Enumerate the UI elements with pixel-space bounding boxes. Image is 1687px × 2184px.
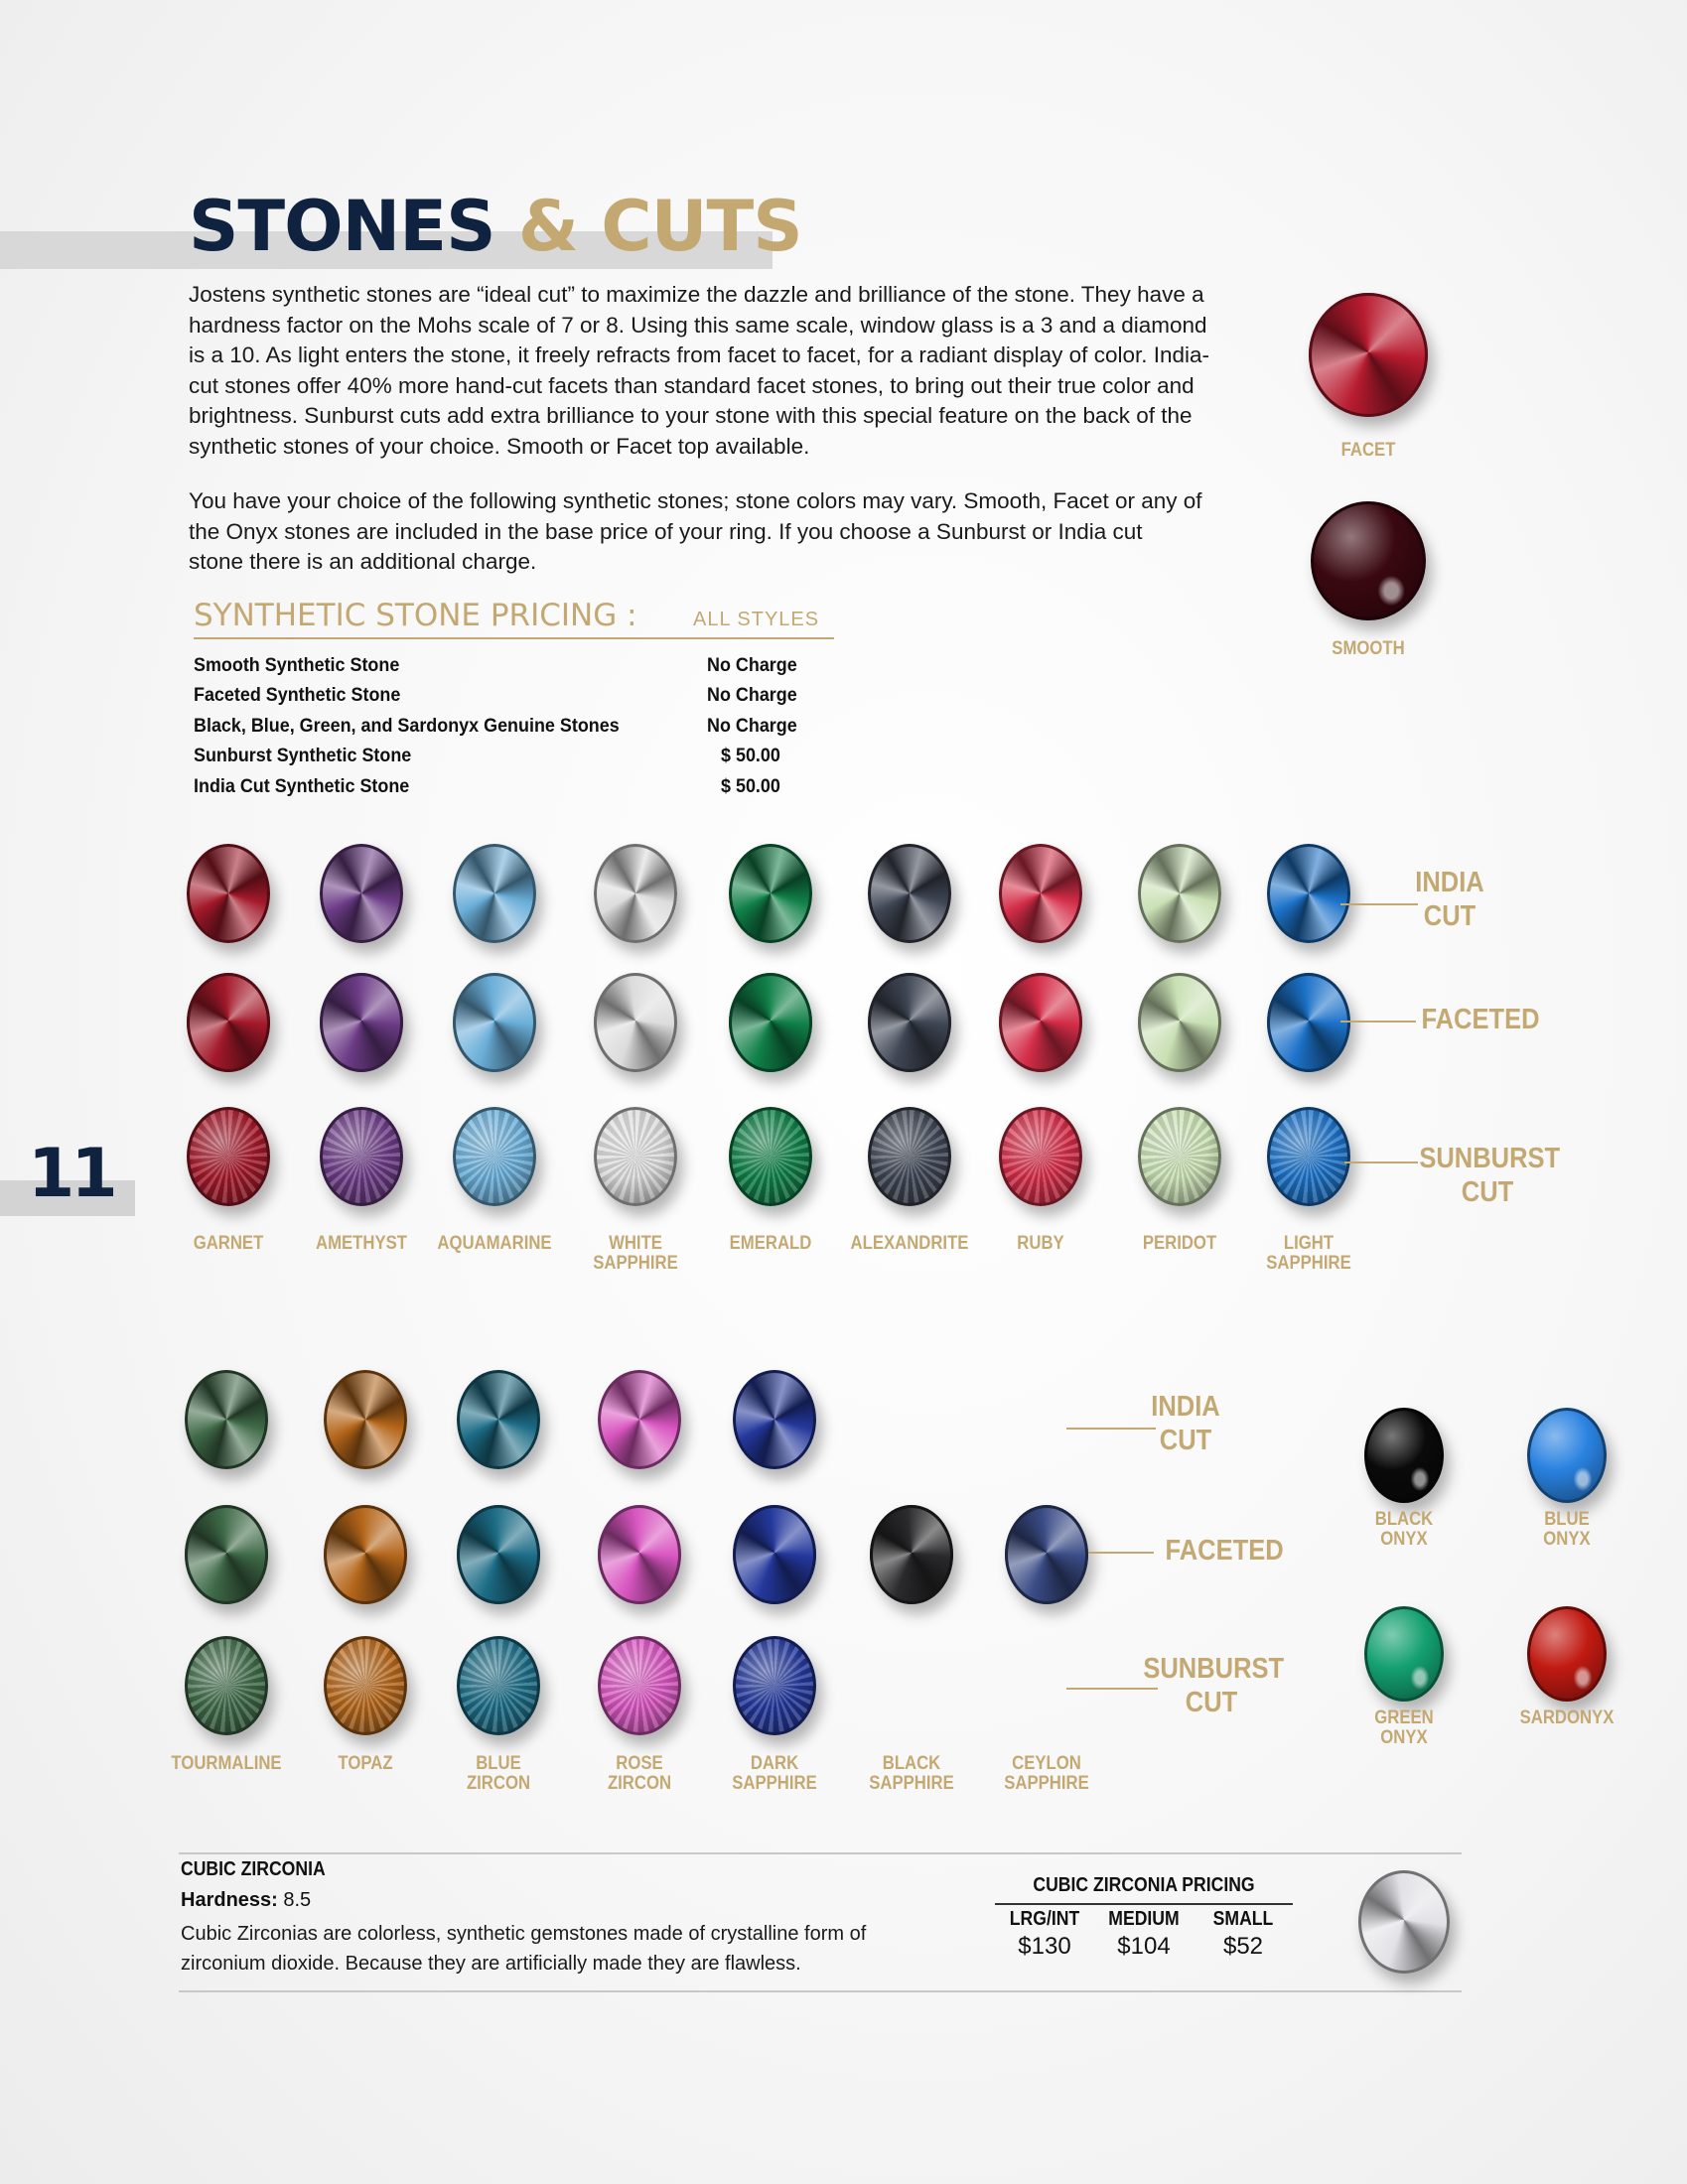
india-cut-label (1406, 866, 1493, 933)
gem-sunburst (185, 1636, 268, 1735)
stone-name-label (296, 1754, 436, 1774)
intro-line: cut stones offer 40% more hand-cut facets than standard facet stones, to bring out their true color and (189, 372, 1195, 398)
gem-sunburst (733, 1636, 816, 1735)
stone-name-line: BLUE (476, 1753, 521, 1774)
stone-name-line: SAPPHIRE (593, 1253, 678, 1274)
stone-name-label (842, 1754, 982, 1794)
cz-size-col (995, 1908, 1094, 1961)
sunburst-cut-label (1419, 1142, 1561, 1209)
facet-sample-stone (1309, 293, 1428, 417)
faceted-label: FACETED (1421, 1004, 1540, 1035)
gem-sunburst (594, 1107, 677, 1206)
gem-india (868, 844, 951, 943)
page-number: 11 (28, 1135, 114, 1213)
stone-name-label (1347, 1708, 1461, 1748)
price-row-name: Smooth Synthetic Stone (194, 654, 400, 676)
faceted-leader (1340, 1021, 1416, 1023)
stone-name-line: SAPPHIRE (869, 1773, 954, 1794)
stone-name-line: BLACK (882, 1753, 941, 1774)
gem-facet (999, 973, 1082, 1072)
gem-sunburst (868, 1107, 951, 1206)
stone-name-label (1510, 1510, 1623, 1550)
gem-facet (1005, 1505, 1088, 1604)
cz-size-price: $130 (1018, 1933, 1071, 1960)
sunburst-label-line2: CUT (1461, 1176, 1514, 1208)
gem-facet (870, 1505, 953, 1604)
cubic-zirconia-stone (1358, 1870, 1450, 1974)
india-cut-label-2 (1142, 1390, 1229, 1457)
stone-name-label (425, 1234, 565, 1254)
cz-size-label: SMALL (1212, 1908, 1274, 1930)
gem-india (1138, 844, 1221, 943)
gem-india (999, 844, 1082, 943)
stone-name-line: AQUAMARINE (437, 1233, 552, 1254)
gem-sunburst (999, 1107, 1082, 1206)
cz-description-line: zirconium dioxide. Because they are artificially made they are flawless. (181, 1953, 801, 1975)
title-part2: & CUTS (517, 186, 802, 267)
cz-description-line: Cubic Zirconias are colorless, synthetic gemstones made of crystalline form of (181, 1923, 867, 1945)
intro-paragraph-2 (189, 486, 1221, 578)
stone-name-label (157, 1754, 297, 1774)
stone-name-line: SAPPHIRE (1266, 1253, 1351, 1274)
stone-name-line: PERIDOT (1142, 1233, 1217, 1254)
stone-name-line: RUBY (1017, 1233, 1064, 1254)
gem-sunburst (187, 1107, 270, 1206)
stone-name-line: ALEXANDRITE (850, 1233, 969, 1254)
stone-name-label (429, 1754, 569, 1794)
stone-name-line: GREEN (1374, 1707, 1434, 1728)
gem-facet (733, 1505, 816, 1604)
onyx-stone (1527, 1606, 1607, 1702)
gem-sunburst (1138, 1107, 1221, 1206)
faceted-label-2: FACETED (1165, 1535, 1284, 1567)
cz-size-col (1194, 1908, 1293, 1961)
stone-name-label (566, 1234, 706, 1274)
gem-facet (598, 1505, 681, 1604)
gem-sunburst (324, 1636, 407, 1735)
intro-line: brightness. Sunburst cuts add extra brilliance to your stone with this special feature on the back of the (189, 403, 1193, 428)
sunburst-cut-leader (1344, 1161, 1418, 1163)
cz-title: CUBIC ZIRCONIA (181, 1858, 326, 1880)
stone-name-label (977, 1754, 1117, 1794)
intro-line: Jostens synthetic stones are “ideal cut” to maximize the dazzle and brilliance of the stone. They have a (189, 282, 1204, 307)
gem-sunburst (457, 1636, 540, 1735)
sunburst-label-line1: SUNBURST (1419, 1143, 1561, 1174)
sunburst-label-line1: SUNBURST (1143, 1653, 1285, 1685)
smooth-sample-stone (1311, 501, 1426, 620)
stone-name-line: ONYX (1543, 1529, 1591, 1550)
sunburst-cut-label-2 (1143, 1652, 1285, 1719)
onyx-stone (1364, 1606, 1444, 1702)
gem-india (457, 1370, 540, 1469)
cz-hardness-label: Hardness: (181, 1889, 278, 1911)
onyx-stone (1364, 1408, 1444, 1503)
stone-name-line: ROSE (616, 1753, 663, 1774)
gem-india (185, 1370, 268, 1469)
pricing-heading-text: SYNTHETIC STONE PRICING : (194, 598, 637, 633)
india-cut-label-line2: CUT (1423, 900, 1476, 932)
intro-line: the Onyx stones are included in the base price of your ring. If you choose a Sunburst or India cut (189, 518, 1143, 544)
gem-facet (185, 1505, 268, 1604)
gem-sunburst (729, 1107, 812, 1206)
stone-name-line: ONYX (1380, 1727, 1428, 1748)
stone-name-line: WHITE (609, 1233, 662, 1254)
stone-name-label (1510, 1708, 1623, 1728)
gem-sunburst (598, 1636, 681, 1735)
gem-facet (320, 973, 403, 1072)
stone-name-line: BLUE (1544, 1509, 1590, 1530)
page-title (189, 185, 802, 268)
india-cut-label-line1: INDIA (1151, 1391, 1220, 1423)
price-row-value: No Charge (707, 684, 797, 706)
cz-hardness-value: 8.5 (283, 1889, 312, 1911)
sunburst-label-line2: CUT (1185, 1687, 1238, 1718)
stone-name-label (840, 1234, 980, 1254)
intro-line: You have your choice of the following synthetic stones; stone colors may vary. Smooth, Facet or any of (189, 488, 1202, 513)
cz-top-rule (179, 1852, 1462, 1854)
faceted-leader-2 (1088, 1552, 1154, 1554)
cz-pricing-heading: CUBIC ZIRCONIA PRICING (1033, 1874, 1255, 1896)
smooth-sample-label: SMOOTH (1332, 638, 1405, 659)
gem-sunburst (1267, 1107, 1350, 1206)
gem-facet (324, 1505, 407, 1604)
facet-sample-label: FACET (1340, 440, 1396, 461)
price-row-name: Black, Blue, Green, and Sardonyx Genuine Stones (194, 715, 620, 737)
stone-name-line: SAPPHIRE (1004, 1773, 1089, 1794)
gem-facet (729, 973, 812, 1072)
stone-name-line: SARDONYX (1519, 1707, 1615, 1728)
gem-facet (868, 973, 951, 1072)
stone-name-line: DARK (750, 1753, 799, 1774)
stone-name-line: TOURMALINE (171, 1753, 282, 1774)
price-row-name: Faceted Synthetic Stone (194, 684, 401, 706)
gem-facet (453, 973, 536, 1072)
gem-india (187, 844, 270, 943)
stone-name-label (1110, 1234, 1250, 1254)
gem-india (733, 1370, 816, 1469)
cz-description (181, 1919, 906, 1979)
stone-name-label (701, 1234, 841, 1254)
gem-india (320, 844, 403, 943)
stone-name-label (1239, 1234, 1379, 1274)
pricing-subheading: ALL STYLES (693, 609, 820, 630)
pricing-heading (194, 598, 834, 639)
price-row-value: No Charge (707, 715, 797, 737)
cz-size-label: LRG/INT (1009, 1908, 1080, 1930)
gem-india (729, 844, 812, 943)
gem-facet (594, 973, 677, 1072)
stone-name-line: CEYLON (1012, 1753, 1081, 1774)
stone-name-line: SAPPHIRE (732, 1773, 817, 1794)
gem-india (594, 844, 677, 943)
stone-name-label (292, 1234, 432, 1254)
cz-size-col (1094, 1908, 1194, 1961)
price-row-value: $ 50.00 (721, 775, 780, 797)
gem-india (453, 844, 536, 943)
gem-india (1267, 844, 1350, 943)
india-cut-label-line1: INDIA (1415, 867, 1484, 898)
cz-size-price: $104 (1117, 1933, 1171, 1960)
intro-line: synthetic stones of your choice. Smooth or Facet top available. (189, 433, 810, 459)
gem-sunburst (453, 1107, 536, 1206)
stone-name-label (1347, 1510, 1461, 1550)
stone-name-line: BLACK (1374, 1509, 1434, 1530)
stone-name-label (159, 1234, 299, 1254)
gem-facet (1138, 973, 1221, 1072)
stone-name-line: AMETHYST (316, 1233, 407, 1254)
gem-india (598, 1370, 681, 1469)
stone-name-line: EMERALD (729, 1233, 812, 1254)
intro-line: hardness factor on the Mohs scale of 7 or 8. Using this same scale, window glass is a 3 and a diamond (189, 312, 1207, 338)
gem-facet (457, 1505, 540, 1604)
price-row-name: Sunburst Synthetic Stone (194, 745, 412, 766)
cz-size-price: $52 (1222, 1933, 1264, 1960)
onyx-stone (1527, 1408, 1607, 1503)
stone-name-line: ONYX (1380, 1529, 1428, 1550)
gem-facet (187, 973, 270, 1072)
stone-name-line: TOPAZ (338, 1753, 393, 1774)
intro-line: is a 10. As light enters the stone, it freely refracts from facet to facet, for a radiant display of color. India- (189, 342, 1210, 367)
stone-name-line: ZIRCON (607, 1773, 672, 1794)
india-cut-label-line2: CUT (1159, 1425, 1212, 1456)
stone-name-line: GARNET (193, 1233, 264, 1254)
stone-name-label (705, 1754, 845, 1794)
intro-paragraph-1 (189, 280, 1221, 462)
price-row-value: No Charge (707, 654, 797, 676)
stone-name-label (971, 1234, 1111, 1254)
stone-name-line: LIGHT (1283, 1233, 1335, 1254)
title-part1: STONES (189, 186, 495, 267)
gem-sunburst (320, 1107, 403, 1206)
price-row-value: $ 50.00 (721, 745, 780, 766)
stone-name-line: ZIRCON (466, 1773, 531, 1794)
cz-bottom-rule (179, 1990, 1462, 1992)
cz-pricing-rule (995, 1903, 1293, 1905)
gem-india (324, 1370, 407, 1469)
intro-line: stone there is an additional charge. (189, 549, 537, 574)
cz-hardness (181, 1889, 311, 1912)
price-row-name: India Cut Synthetic Stone (194, 775, 410, 797)
gem-facet (1267, 973, 1350, 1072)
stone-name-label (570, 1754, 710, 1794)
cz-size-label: MEDIUM (1108, 1908, 1180, 1930)
